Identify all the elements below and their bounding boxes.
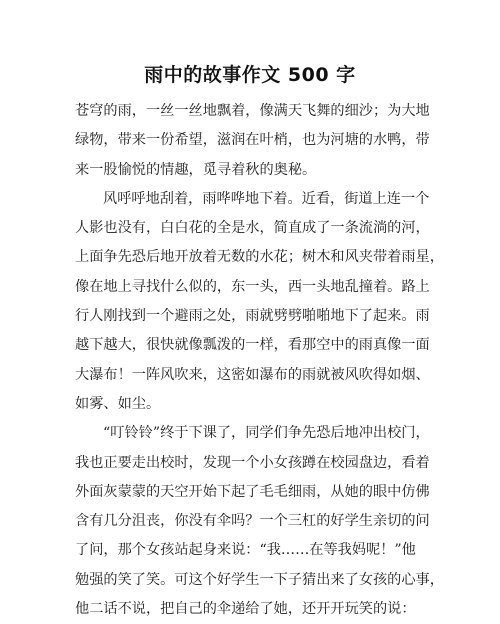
text-line: 来一股愉悦的情趣，觅寻着秋的奥秘。 — [75, 161, 317, 178]
text-line: 像在地上寻找什么似的，东一头，西一头地乱撞着。路上 — [75, 278, 430, 295]
text-line: 如雾、如尘。 — [75, 395, 161, 412]
text-line: 越下越大，很快就像瓢泼的一样，看那空中的雨真像一面 — [75, 337, 430, 354]
text-line: “叮铃铃”终于下课了，同学们争先恐后地冲出校门， — [103, 425, 430, 442]
text-line: 人影也没有，白白花的全是水，简直成了一条流淌的河， — [75, 220, 430, 237]
text-line: 苍穹的雨，一丝一丝地飘着，像满天飞舞的细沙；为大地 — [75, 103, 430, 119]
text-line: 大瀑布！一阵风吹来，这密如瀑布的雨就被风吹得如烟、 — [75, 366, 430, 383]
paragraph-3 — [75, 419, 444, 624]
text-line: 绿物，带来一份希望，滋润在叶梢，也为河塘的水鸭，带 — [75, 132, 430, 149]
text-line: 行人刚找到一个避雨之处，雨就劈劈啪啪地下了起来。雨 — [75, 308, 430, 325]
document-title: 雨中的故事作文 500 字 — [144, 64, 356, 86]
text-line: 含有几分沮丧，你没有伞吗？一个三杠的好学生亲切的问 — [75, 513, 430, 530]
document-body — [75, 97, 444, 624]
text-line: 他二话不说，把自己的伞递给了她，还开开玩笑的说： — [75, 601, 416, 618]
text-line: 我也正要走出校时，发现一个小女孩蹲在校园盘边，看着 — [75, 454, 430, 471]
text-line: 了问，那个女孩站起身来说：“我……在等我妈呢！”他 — [75, 542, 416, 559]
text-line: 勉强的笑了笑。可这个好学生一下子猜出来了女孩的心事， — [75, 571, 444, 588]
text-line: 风呼呼地刮着，雨哗哗地下着。近看，街道上连一个 — [103, 190, 430, 207]
text-line: 上面争先恐后地开放着无数的水花；树木和风夹带着雨星， — [75, 249, 444, 266]
text-line: 外面灰蒙蒙的天空开始下起了毛毛细雨，从她的眼中仿佛 — [75, 483, 430, 500]
paragraph-1 — [75, 97, 430, 185]
paragraph-2 — [75, 185, 444, 419]
